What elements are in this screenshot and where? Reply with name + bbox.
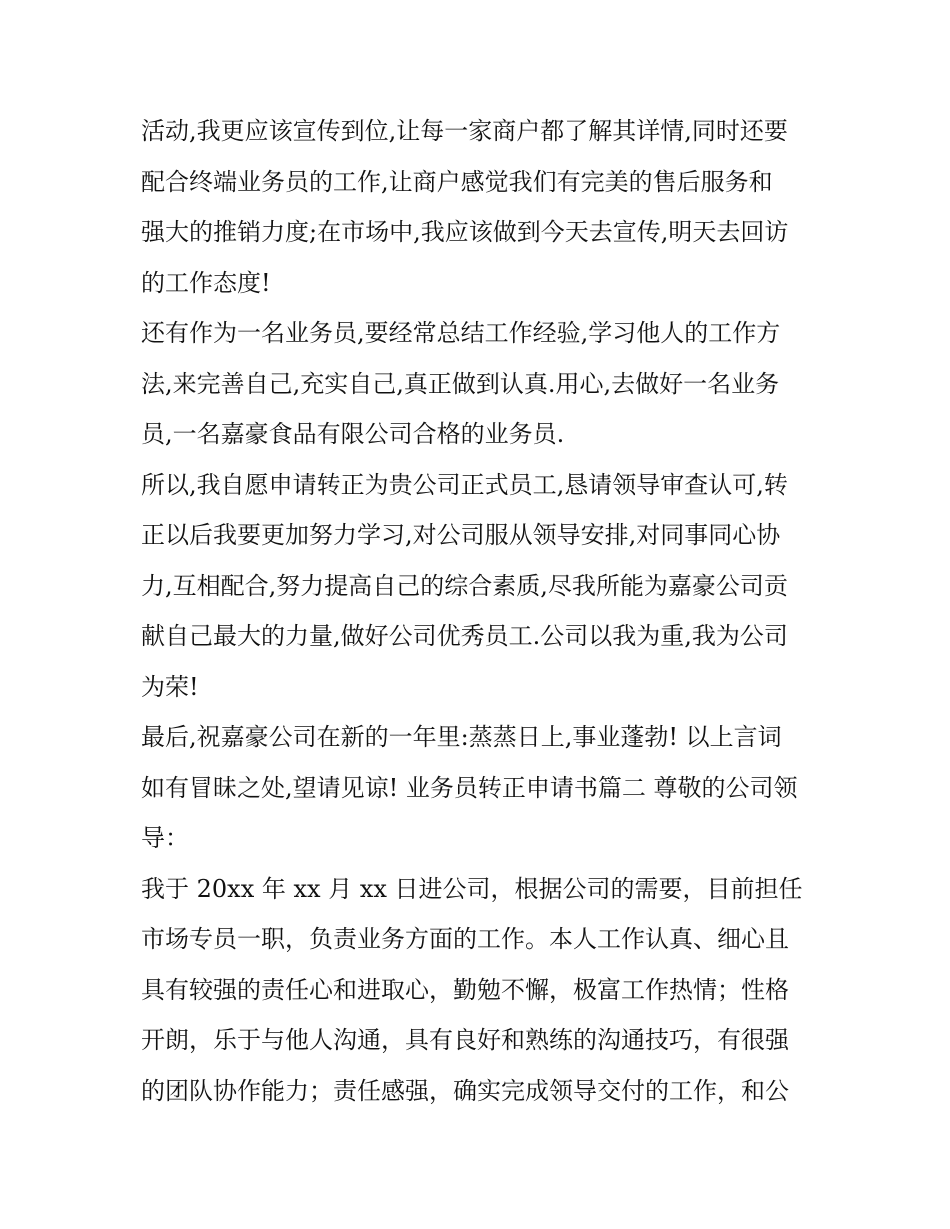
text-line: 我于 20xx 年 xx 月 xx 日进公司，根据公司的需要，目前担任 bbox=[141, 874, 803, 903]
text-line: 市场专员一职，负责业务方面的工作。本人工作认真、细心且 bbox=[141, 925, 789, 953]
text-line: 正以后我要更加努力学习,对公司服从领导安排,对同事同心协 bbox=[141, 521, 781, 549]
text-line: 为荣! bbox=[141, 672, 199, 701]
text-line: 具有较强的责任心和进取心，勤勉不懈，极富工作热情；性格 bbox=[141, 975, 789, 1004]
text-line: 力,互相配合,努力提高自己的综合素质,尽我所能为嘉豪公司贡 bbox=[141, 571, 788, 600]
text-line: 开朗，乐于与他人沟通，具有良好和熟练的沟通技巧，有很强 bbox=[141, 1026, 789, 1054]
text-line: 的工作态度! bbox=[141, 268, 271, 297]
document-body bbox=[141, 106, 821, 1116]
text-line: 所以,我自愿申请转正为贵公司正式员工,恳请领导审查认可,转 bbox=[141, 470, 788, 499]
text-line: 最后,祝嘉豪公司在新的一年里:蒸蒸日上,事业蓬勃! 以上言词 bbox=[141, 723, 782, 751]
text-line: 强大的推销力度;在市场中,我应该做到今天去宣传,明天去回访 bbox=[141, 218, 789, 246]
text-line: 导： bbox=[141, 824, 189, 852]
text-line: 配合终端业务员的工作,让商户感觉我们有完美的售后服务和 bbox=[141, 167, 773, 196]
text-line: 如有冒昧之处,望请见谅! 业务员转正申请书篇二 尊敬的公司领 bbox=[141, 773, 798, 802]
text-line: 献自己最大的力量,做好公司优秀员工.公司以我为重,我为公司 bbox=[141, 622, 788, 650]
text-line: 的团队协作能力；责任感强，确实完成领导交付的工作，和公 bbox=[141, 1076, 789, 1105]
text-line: 活动,我更应该宣传到位,让每一家商户都了解其详情,同时还要 bbox=[141, 117, 788, 145]
text-line: 员,一名嘉豪食品有限公司合格的业务员. bbox=[141, 420, 565, 448]
text-line: 还有作为一名业务员,要经常总结工作经验,学习他人的工作方 bbox=[141, 319, 781, 347]
text-line: 法,来完善自己,充实自己,真正做到认真.用心,去做好一名业务 bbox=[141, 369, 780, 398]
